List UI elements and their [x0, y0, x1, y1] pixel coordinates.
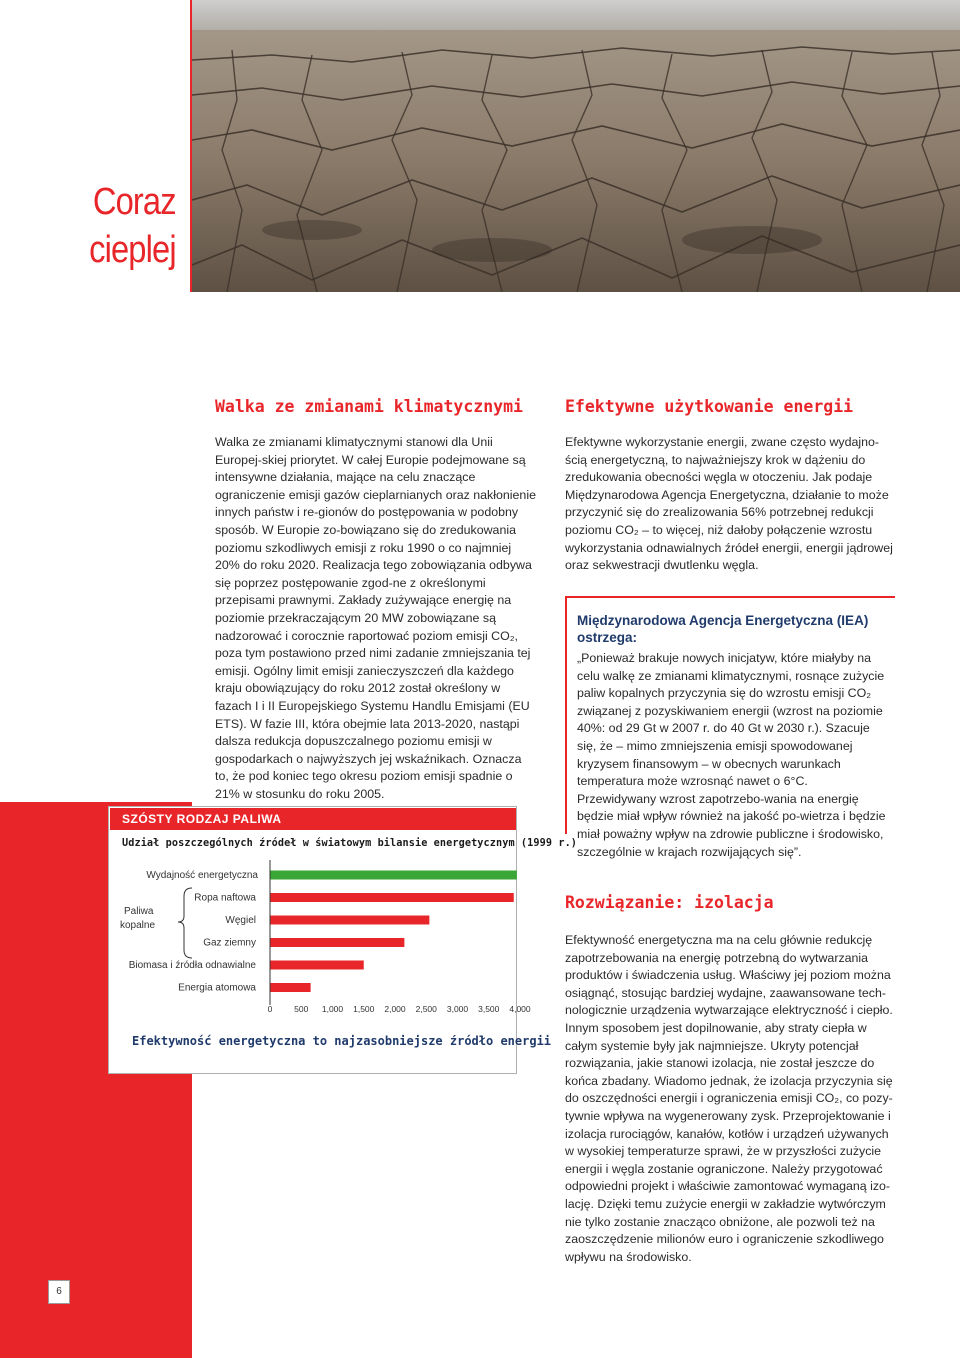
heading-climate-fight: Walka ze zmianami klimatycznymi: [215, 397, 523, 416]
chart-category-label: Ropa naftowa: [194, 892, 256, 904]
iea-quote-title-line1: Międzynarodowa Agencja Energetyczna (IEA): [577, 613, 869, 628]
page-title-line2: cieplej: [89, 229, 176, 271]
energy-efficiency-paragraph: Efektywne wykorzystanie energii, zwane często wydajno-ścią energetyczną, to najważniejszy krok w dążeniu do zredukowania obecności węgla w otoczeniu. Jak podaje Międzynarodowa Agencja Energetyczna, działanie to może przyczynić się do zrealizowania 56% potrzebnej redukcji poziomu CO₂ – to więcej, niż dałoby połączenie wzrostu wykorzystania odnawialnych źródeł energii, energii jądrowej oraz sekwestracji dwutlenku węgla.: [565, 435, 893, 573]
energy-efficiency-text: [565, 434, 893, 575]
chart-subtitle: Udział poszczególnych źródeł w światowym bilansie energetycznym (1999 r.): [122, 838, 578, 849]
chart-x-tick-label: 4,000: [509, 1004, 531, 1014]
chart-category-label: Węgiel: [225, 915, 256, 926]
chart-category-label: Wydajność energetyczna: [146, 870, 258, 881]
fossil-fuels-label-line1: Paliwa: [124, 906, 154, 917]
chart-bar: [270, 916, 429, 925]
title-box: [0, 0, 192, 292]
heading-energy-efficiency: Efektywne użytkowanie energii: [565, 397, 854, 416]
chart-x-tick-label: 500: [294, 1004, 309, 1014]
fossil-fuels-label-line2: kopalne: [120, 920, 156, 931]
iea-quote-box: [565, 596, 895, 859]
climate-fight-paragraph: Walka ze zmianami klimatycznymi stanowi dla Unii Europej-skiej priorytet. W całej Europie podejmowane są intensywne działania, mające na celu znaczące ograniczenie emisji gazów cieplarnianych oraz nakłonienie innych państw i re-gionów do postępowania w podobny sposób. W Europie zo-bowiązano się do zredukowania poziomu szkodliwych emisji z roku 1990 o co najmniej 20% do roku 2020. Realizacja tego zobowiązania odbywa się poprzez postępowanie zgod-ne z określonymi przepisami prawnymi. Zakłady zużywające energię na poziomie przekraczającym 20 MW zobowiązane są nadzorować i corocznie raportować poziom emisji CO₂, poza tym postawiono przed nimi zadanie zmniejszania tej emisji. Ogólny limit emisji zanieczyszczeń dla każdego kraju obowiązujący do roku 2012 został określony w fazach I i II Europejskiego Systemu Handlu Emisjami (EU ETS). W fazie III, która obejmie lata 2013-2020, nastąpi dalsza redukcja dopuszczalnego poziomu emisji w gospodarkach o najwyższych jej wskaźnikach. Oznacza to, że pod koniec tego okresu poziom emisji spadnie o 21% w stosunku do roku 2005.: [215, 435, 536, 801]
chart-x-tick-label: 2,500: [415, 1004, 437, 1014]
fossil-fuels-brace: [120, 888, 192, 958]
chart-category-labels: [129, 870, 259, 994]
page-title-line1: Coraz: [93, 181, 176, 223]
heading-solution-insulation: Rozwiązanie: izolacja: [565, 893, 774, 912]
energy-sources-bar-chart: [110, 858, 530, 1028]
iea-quote-text: „Ponieważ brakuje nowych inicjatyw, które miałyby na celu walkę ze zmianami klimatycznymi, rosnące zużycie paliw kopalnych przyczynia się do wzrostu emisji CO₂ związanej z pozyskiwaniem energii (wzrost na poziomie 40%: od 29 Gt w 2007 r. do 40 Gt w 2030 r.). Szacuje się, że – mimo zmniejszenia emisji spowodowanej kryzysem finansowym – w obecnych warunkach temperatura może wzrosnąć nawet o 6°C. Przewidywany wzrost zapotrzebo-wania na energię będzie miał wpływ również na jakość po-wietrza i będzie miał poważny wpływ na zdrowie publiczne i środowisko, szczególnie w krajach rozwijających się”.: [577, 651, 886, 859]
chart-header: SZÓSTY RODZAJ PALIWA: [110, 808, 516, 830]
chart-bars: [270, 871, 517, 993]
solution-text: [565, 932, 895, 1266]
chart-tick-labels: [268, 1004, 531, 1014]
chart-x-tick-label: 1,500: [353, 1004, 375, 1014]
chart-bar: [270, 871, 517, 880]
hero-image-cracked-earth: [192, 0, 960, 292]
chart-x-tick-label: 1,000: [321, 1004, 344, 1014]
chart-caption: Efektywność energetyczna to najzasobniejsze źródło energii: [132, 1034, 552, 1048]
solution-paragraph: Efektywność energetyczna ma na celu głównie redukcję zapotrzebowania na energię potrzebną do wytwarzania produktów i świadczenia usług. Właściwy jej poziom można osiągnąć, stosując bardziej wydajne, zaawansowane tech-nologicznie urządzenia wytwarzające elektryczność i ciepło. Innym sposobem jest dopilnowanie, aby straty ciepła w całym systemie były jak najmniejsze. Ukryty potencjał rozwiązania, jakie stanowi izolacja, nie został jeszcze do końca zbadany. Wiadomo jednak, że izolacja przyczynia się do oszczędności energii i ograniczenia emisji CO₂, co pozy-tywnie wpływa na wygenerowany zysk. Przeprojektowanie i izolacja rurociągów, kanałów, kotłów i urządzeń używanych w wysokiej temperaturze sprawi, że w przyszłości zużycie energii i węgla zostanie ograniczone. Należy przygotować odpowiedni projekt i właściwie zamontować wymaganą izo-lację. Dzięki temu zużycie energii w zakładzie wytwórczym nie tylko zostanie znacząco obniżone, ale pozwoli też na zaoszczędzenie milionów euro i ograniczenie szkodliwego wpływu na środowisko.: [565, 933, 893, 1264]
chart-category-label: Biomasa i źródła odnawialne: [128, 960, 256, 971]
side-band-gap: [0, 292, 192, 802]
curly-brace-icon: [178, 888, 192, 958]
chart-bar: [270, 893, 514, 902]
page-title: [89, 178, 176, 274]
chart-x-tick-label: 3,500: [478, 1004, 500, 1014]
chart-bar: [270, 938, 404, 947]
chart-x-tick-label: 2,000: [384, 1004, 406, 1014]
chart-x-tick-label: 0: [267, 1004, 273, 1014]
chart-x-tick-label: 3,000: [446, 1004, 469, 1014]
chart-category-label: Energia atomowa: [178, 982, 256, 994]
iea-quote-title: [577, 612, 887, 646]
chart-bar: [270, 983, 311, 992]
chart-bar: [270, 961, 364, 970]
page-number: 6: [48, 1280, 70, 1304]
cracked-earth-illustration: [192, 0, 960, 292]
chart-category-label: Gaz ziemny: [203, 937, 256, 949]
climate-fight-text: [215, 434, 537, 803]
iea-quote-title-line2: ostrzega:: [577, 630, 638, 645]
